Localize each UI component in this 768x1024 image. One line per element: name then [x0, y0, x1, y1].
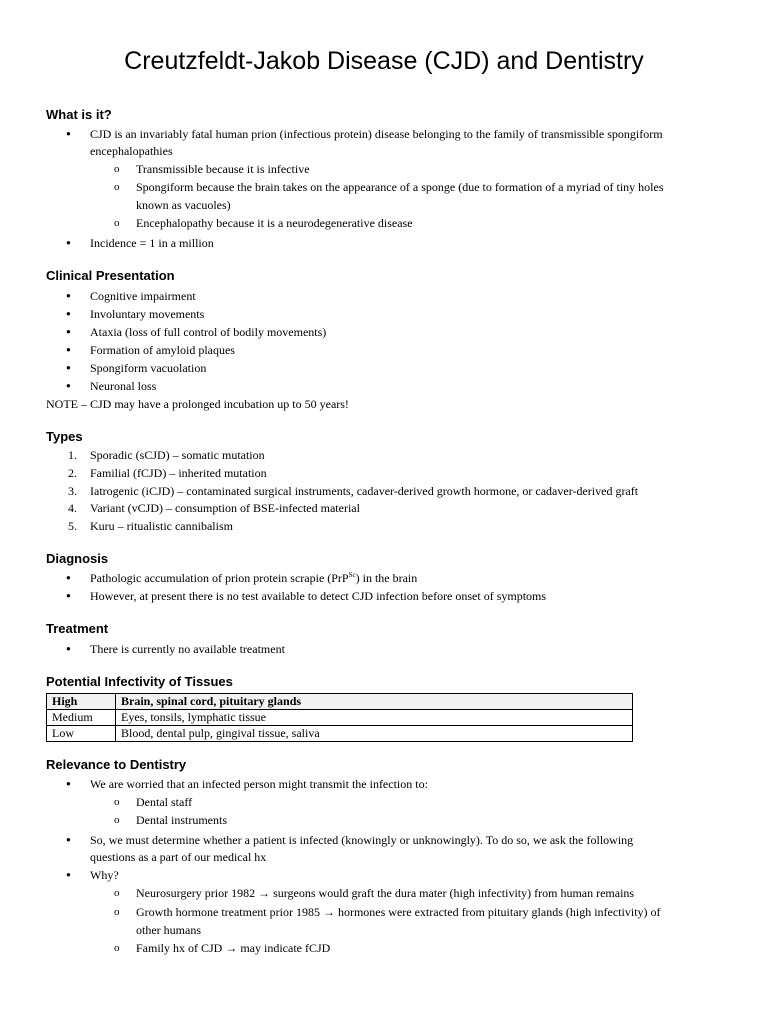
infectivity-table: [46, 693, 633, 742]
types-item: Iatrogenic (iCJD) – contaminated surgical instruments, cadaver-derived growth hormone, or cadaver-derived graft: [90, 484, 639, 498]
why-sub-2-line-2: other humans: [136, 923, 201, 937]
infectivity-level: Medium: [47, 710, 116, 726]
infectivity-tissues: Blood, dental pulp, gingival tissue, saliva: [116, 726, 633, 742]
diagnosis-bullet-2: However, at present there is no test available to detect CJD infection before onset of symptoms: [90, 589, 547, 603]
bullet-icon: ●: [66, 345, 71, 354]
relevance-bullet-2-line-1: So, we must determine whether a patient is infected (knowingly or unknowingly). To do so, we ask the following: [90, 833, 634, 847]
bullet-icon: ●: [66, 779, 71, 788]
list-number: 2.: [68, 466, 77, 480]
clinical-item: Ataxia (loss of full control of bodily movements): [90, 325, 327, 339]
heading-diagnosis: Diagnosis: [46, 551, 109, 566]
heading-relevance: Relevance to Dentistry: [46, 757, 187, 772]
bullet-icon: ●: [66, 573, 71, 582]
infectivity-tissues: Brain, spinal cord, pituitary glands: [116, 694, 633, 710]
table-row: [47, 710, 633, 726]
clinical-note: NOTE – CJD may have a prolonged incubation up to 50 years!: [46, 397, 349, 411]
list-number: 3.: [68, 484, 77, 498]
superscript-sc: Sc: [348, 571, 356, 579]
why-sub-2-line-1: Growth hormone treatment prior 1985 → hormones were extracted from pituitary glands (high infectivity) of: [136, 905, 661, 919]
diagnosis-bullet-1: Pathologic accumulation of prion protein scrapie (PrP$^{Sc}$) in the brain: [90, 571, 418, 585]
relevance-sub-1: Dental staff: [136, 795, 193, 809]
what-sub-2-line-1: Spongiform because the brain takes on the appearance of a sponge (due to formation of a myriad of tiny holes: [136, 180, 664, 194]
list-number: 4.: [68, 501, 77, 515]
what-bullet-2: Incidence = 1 in a million: [90, 236, 214, 250]
bullet-icon: ●: [66, 238, 71, 247]
bullet-icon: ●: [66, 381, 71, 390]
document-title: Creutzfeldt-Jakob Disease (CJD) and Dentistry: [124, 47, 644, 75]
bullet-icon: ●: [66, 129, 71, 138]
relevance-bullet-2-line-2: questions as a part of our medical hx: [90, 850, 267, 864]
clinical-item: Formation of amyloid plaques: [90, 343, 235, 357]
bullet-icon: ●: [66, 835, 71, 844]
what-bullet-1-line-1: CJD is an invariably fatal human prion (infectious protein) disease belonging to the family of transmissible spongiform: [90, 127, 663, 141]
list-number: 5.: [68, 519, 77, 533]
clinical-item: Involuntary movements: [90, 307, 205, 321]
bullet-icon: ●: [66, 309, 71, 318]
infectivity-level: Low: [47, 726, 116, 742]
heading-infectivity: Potential Infectivity of Tissues: [46, 674, 233, 689]
why-sub-3: Family hx of CJD → may indicate fCJD: [136, 941, 331, 955]
heading-treatment: Treatment: [46, 621, 109, 636]
sub-bullet-icon: o: [114, 796, 120, 808]
clinical-item: Neuronal loss: [90, 379, 157, 393]
sub-bullet-icon: o: [114, 942, 120, 954]
relevance-bullet-1: We are worried that an infected person might transmit the infection to:: [90, 777, 428, 791]
what-sub-2-line-2: known as vacuoles): [136, 198, 231, 212]
types-item: Sporadic (sCJD) – somatic mutation: [90, 448, 265, 462]
relevance-bullet-3: Why?: [90, 868, 119, 882]
sub-bullet-icon: o: [114, 814, 120, 826]
heading-clinical-presentation: Clinical Presentation: [46, 268, 175, 283]
treatment-bullet-1: There is currently no available treatment: [90, 642, 285, 656]
types-item: Kuru – ritualistic cannibalism: [90, 519, 233, 533]
heading-types: Types: [46, 429, 83, 444]
sub-bullet-icon: o: [114, 181, 120, 193]
infectivity-tissues: Eyes, tonsils, lymphatic tissue: [116, 710, 633, 726]
types-item: Familial (fCJD) – inherited mutation: [90, 466, 267, 480]
relevance-sub-2: Dental instruments: [136, 813, 227, 827]
what-sub-1: Transmissible because it is infective: [136, 162, 310, 176]
bullet-icon: ●: [66, 870, 71, 879]
bullet-icon: ●: [66, 363, 71, 372]
sub-bullet-icon: o: [114, 163, 120, 175]
what-sub-3: Encephalopathy because it is a neurodegenerative disease: [136, 216, 413, 230]
sub-bullet-icon: o: [114, 906, 120, 918]
bullet-icon: ●: [66, 291, 71, 300]
bullet-icon: ●: [66, 644, 71, 653]
list-number: 1.: [68, 448, 77, 462]
types-item: Variant (vCJD) – consumption of BSE-infected material: [90, 501, 360, 515]
infectivity-level: High: [47, 694, 116, 710]
sub-bullet-icon: o: [114, 217, 120, 229]
table-row: [47, 694, 633, 710]
table-row: [47, 726, 633, 742]
what-bullet-1-line-2: encephalopathies: [90, 144, 173, 158]
why-sub-1: Neurosurgery prior 1982 → surgeons would graft the dura mater (high infectivity) from human remains: [136, 886, 635, 900]
clinical-item: Spongiform vacuolation: [90, 361, 207, 375]
bullet-icon: ●: [66, 591, 71, 600]
bullet-icon: ●: [66, 327, 71, 336]
clinical-item: Cognitive impairment: [90, 289, 196, 303]
sub-bullet-icon: o: [114, 887, 120, 899]
heading-what-is-it: What is it?: [46, 107, 112, 122]
